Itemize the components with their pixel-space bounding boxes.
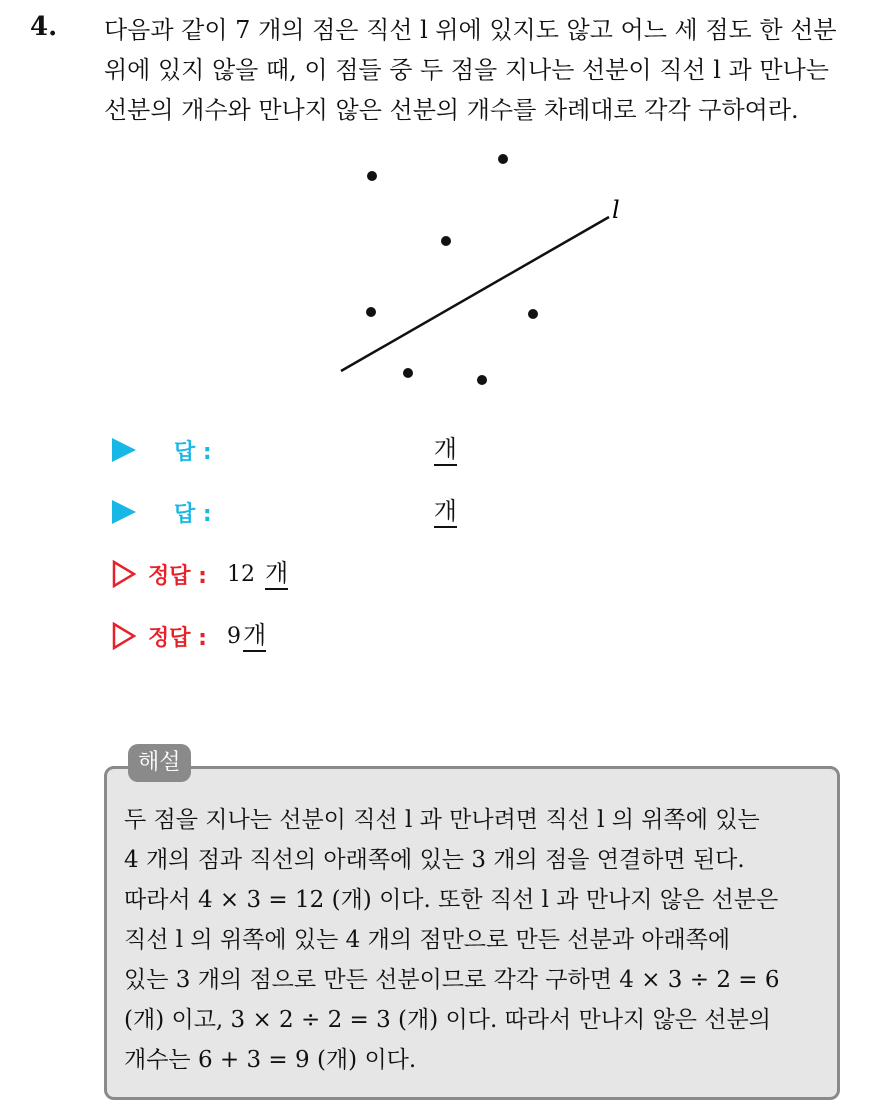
solution-label: 정답 : xyxy=(148,625,207,651)
point xyxy=(366,307,376,317)
explanation-line: (개) 이고, 3 × 2 ÷ 2 = 3 (개) 이다. 따라서 만나지 않은 선분의 xyxy=(124,1007,771,1033)
point xyxy=(498,154,508,164)
explanation-line: 따라서 4 × 3 = 12 (개) 이다. 또한 직선 l 과 만나지 않은 선분은 xyxy=(124,887,779,913)
answer-row-2 xyxy=(112,492,457,532)
solution-label: 정답 : xyxy=(148,563,207,589)
outline-triangle-icon xyxy=(112,622,136,650)
answer-blank-unit[interactable]: 개 xyxy=(434,434,457,466)
explanation-line: 직선 l 의 위쪽에 있는 4 개의 점만으로 만든 선분과 아래쪽에 xyxy=(124,927,731,953)
point xyxy=(403,368,413,378)
answer-row-1 xyxy=(112,430,457,470)
question-line: 위에 있지 않을 때, 이 점들 중 두 점을 지나는 선분이 직선 l 과 만나는 xyxy=(104,56,829,84)
solution-value: 12 xyxy=(226,561,255,587)
solution-row-1 xyxy=(112,554,288,594)
play-triangle-icon xyxy=(112,438,136,462)
explanation-line: 개수는 6 + 3 = 9 (개) 이다. xyxy=(124,1047,417,1073)
explanation-text xyxy=(124,800,836,1080)
answer-label: 답 : xyxy=(174,501,212,527)
point xyxy=(477,375,487,385)
question-line: 선분의 개수와 만나지 않은 선분의 개수를 차례대로 각각 구하여라. xyxy=(104,96,799,124)
solution-unit: 개 xyxy=(243,620,266,652)
solution-row-2 xyxy=(112,616,266,656)
question-text xyxy=(104,10,864,130)
answer-label: 답 : xyxy=(174,439,212,465)
line-l xyxy=(341,217,609,371)
line-l-label: l xyxy=(612,196,620,224)
explanation-line: 두 점을 지나는 선분이 직선 l 과 만나려면 직선 l 의 위쪽에 있는 xyxy=(124,807,760,833)
explanation-tag: 해설 xyxy=(128,744,191,782)
point xyxy=(528,309,538,319)
explanation-line: 4 개의 점과 직선의 아래쪽에 있는 3 개의 점을 연결하면 된다. xyxy=(124,847,745,873)
solution-value: 9 xyxy=(226,623,241,649)
solution-unit: 개 xyxy=(265,558,288,590)
play-triangle-icon xyxy=(112,500,136,524)
point xyxy=(441,236,451,246)
point xyxy=(367,171,377,181)
points-and-line-figure xyxy=(320,140,640,390)
outline-triangle-icon xyxy=(112,560,136,588)
answer-blank-unit[interactable]: 개 xyxy=(434,496,457,528)
question-line: 다음과 같이 7 개의 점은 직선 l 위에 있지도 않고 어느 세 점도 한 선분 xyxy=(104,16,837,44)
question-number: 4. xyxy=(30,12,58,42)
explanation-line: 있는 3 개의 점으로 만든 선분이므로 각각 구하면 4 × 3 ÷ 2 = 6 xyxy=(124,967,780,993)
